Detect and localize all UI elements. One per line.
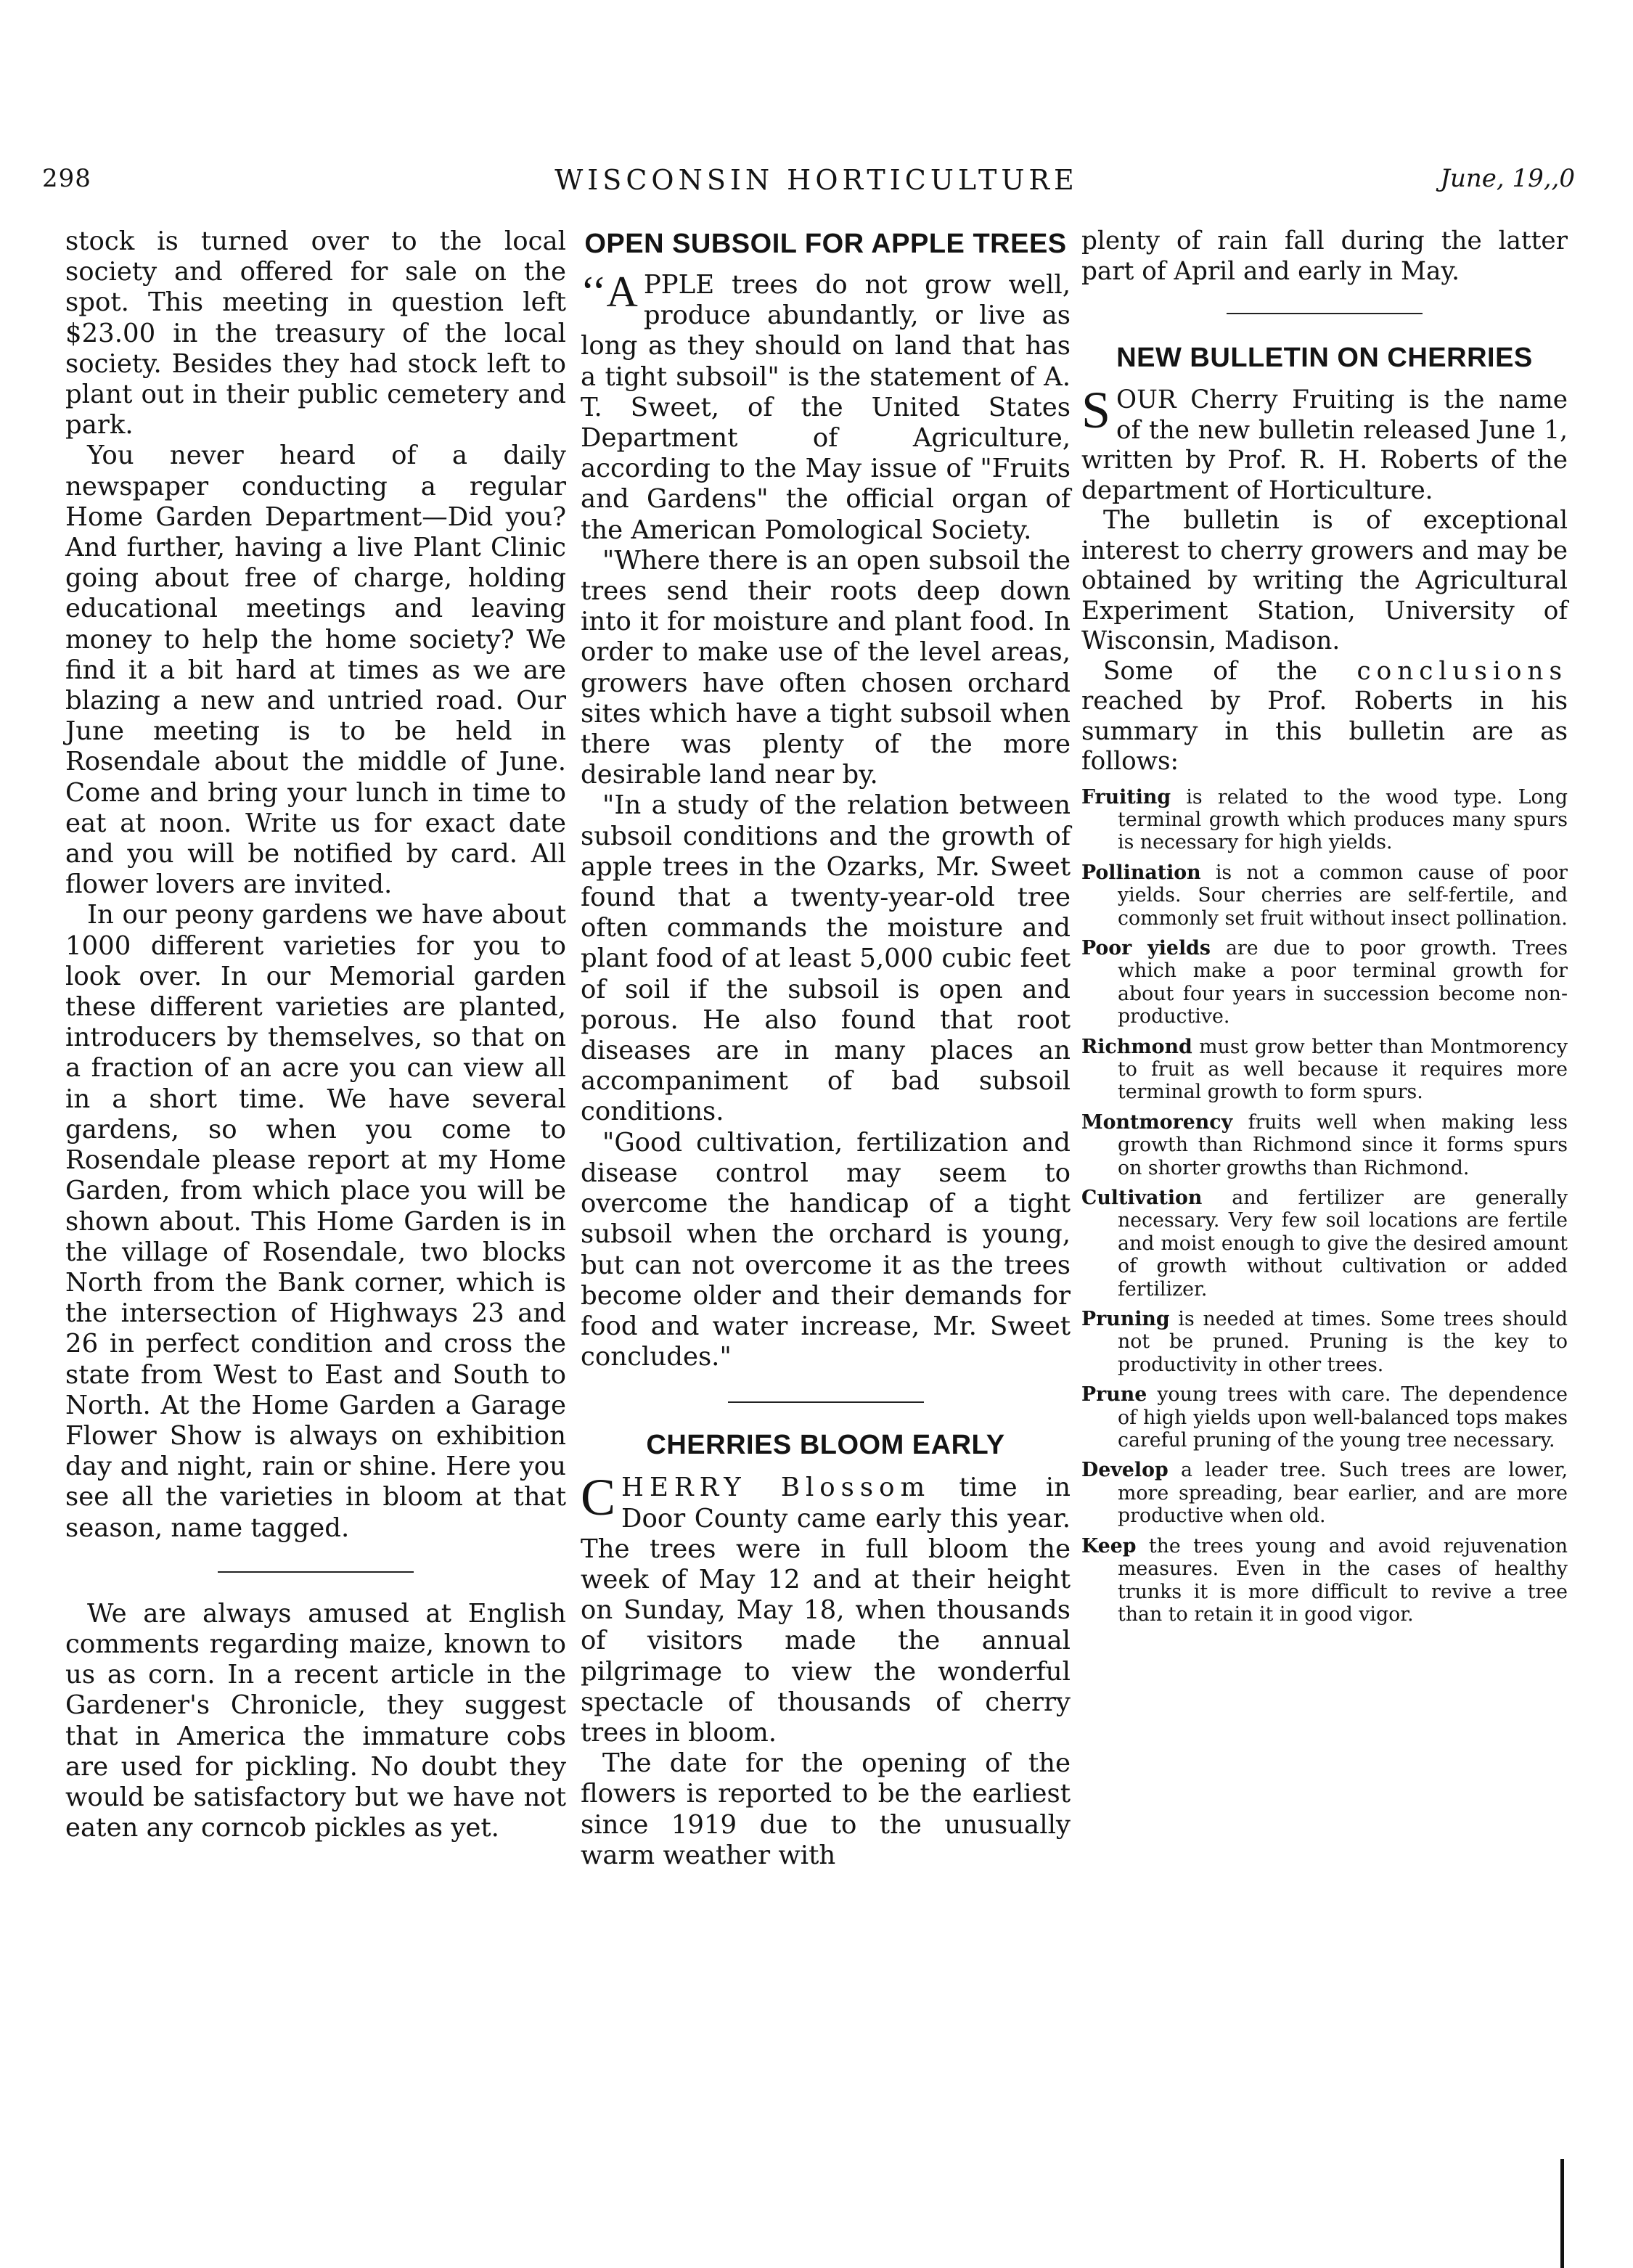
paragraph: "Where there is an open subsoil the trees send their roots deep down into it for moisture and plant food. In order to make use of the level areas, growers have often chosen orchard sites which have a tight subsoil when there was plenty of the more desirable land near by.: [581, 545, 1071, 790]
paragraph: [1081, 381, 1568, 506]
journal-title: WISCONSIN HORTICULTURE: [554, 164, 1079, 196]
section-divider: [218, 1571, 414, 1573]
conclusion-item: [1081, 1459, 1568, 1527]
conclusion-text: and fertilizer are generally necessary. Very few soil locations are fertile and moist enough to give the desired amount of growth without cultivation or added fertilizer.: [1118, 1187, 1568, 1301]
paragraph: stock is turned over to the local society and offered for sale on the spot. This meeting in question left $23.00 in the treasury of the local society. Besides they had stock left to plant out in their public cemetery and park.: [65, 226, 566, 441]
paragraph-text: PPLE trees do not grow well, produce abundantly, or live as long as they should on land that has a tight subsoil" is the statement of A. T. Sweet, of the United States Department of Agriculture, according to the May issue of "Fruits and Gardens" the official organ of the American Pomological Society.: [581, 270, 1071, 545]
conclusions-list: [1081, 786, 1568, 1626]
article-title-bloom: CHERRIES BLOOM EARLY: [646, 1430, 1005, 1461]
conclusion-term: Poor yields: [1081, 936, 1211, 959]
drop-cap: C: [581, 1468, 616, 1527]
conclusion-text: must grow better than Montmorency to fruit as well because it requires more terminal growth to form spurs.: [1118, 1035, 1568, 1104]
spaced-text: HERRY Blossom: [621, 1473, 931, 1503]
column-left: [65, 226, 566, 1843]
conclusion-term: Prune: [1081, 1383, 1147, 1407]
drop-cap: ‘‘A: [581, 268, 638, 316]
conclusion-text: a leader tree. Such trees are lower, more spreading, bear earlier, and are more productive when old.: [1118, 1459, 1568, 1528]
drop-cap: S: [1081, 381, 1111, 439]
conclusion-term: Fruiting: [1081, 785, 1171, 808]
paragraph: The date for the opening of the flowers is reported to be the earliest since 1919 due to the unusually warm weather with: [581, 1748, 1071, 1870]
paragraph: "In a study of the relation between subsoil conditions and the growth of apple trees in the Ozarks, Mr. Sweet found that a twenty-year-old tree often commands the moisture and plant food of at least 5,000 cubic feet of soil if the subsoil is open and porous. He also found that root diseases are in many places an accompaniment of bad subsoil conditions.: [581, 790, 1071, 1127]
conclusion-term: Pruning: [1081, 1308, 1170, 1331]
conclusion-item: [1081, 1111, 1568, 1179]
conclusion-text: are due to poor growth. Trees which make a poor terminal growth for about four years in succession become non-productive.: [1118, 936, 1568, 1028]
conclusion-term: Pollination: [1081, 861, 1201, 884]
scan-edge-mark: [1560, 2159, 1564, 2268]
paragraph-text: time in Door County came early this year. The trees were in full bloom the week of May 12 and at their height on Sunday, May 18, when thousands of visitors made the annual pilgrimage to view the wonderful spectacle of thousands of cherry trees in bloom.: [581, 1473, 1071, 1748]
paragraph: [581, 1468, 1071, 1748]
spaced-text: conclusions: [1356, 656, 1568, 686]
conclusion-item: [1081, 1036, 1568, 1104]
paragraph-text: Some of the: [1103, 656, 1357, 686]
conclusion-item: [1081, 1187, 1568, 1301]
conclusion-term: Develop: [1081, 1459, 1169, 1482]
conclusion-term: Keep: [1081, 1534, 1137, 1557]
conclusion-term: Cultivation: [1081, 1187, 1203, 1209]
paragraph: In our peony gardens we have about 1000 different varieties for you to look over. In our Memorial garden these different varieties are planted, introducers by themselves, so that on a fraction of an acre you can view all in a short time. We have several gardens, so when you come to Rosendale please report at my Home Garden, from which place you will be shown about. This Home Garden is in the village of Rosendale, two blocks North from the Bank corner, which is the intersection of Highways 23 and 26 in perfect condition and cross the state from West to East and South to North. At the Home Garden a Garage Flower Show is always on exhibition day and night, rain or shine. Here you see all the varieties in bloom at that season, name tagged.: [65, 900, 566, 1543]
conclusion-text: young trees with care. The dependence of high yields upon well-balanced tops makes careful pruning of the young tree necessary.: [1118, 1383, 1568, 1452]
conclusion-item: [1081, 786, 1568, 854]
article-title-subsoil: OPEN SUBSOIL FOR APPLE TREES: [584, 229, 1067, 259]
article-title-bulletin: NEW BULLETIN ON CHERRIES: [1116, 343, 1533, 373]
conclusion-term: Montmorency: [1081, 1110, 1233, 1134]
page-header: [0, 164, 1633, 208]
section-divider: [1227, 313, 1423, 314]
paragraph-text: reached by Prof. Roberts in his summary in this bulletin are as follows:: [1081, 687, 1568, 776]
conclusion-term: Richmond: [1081, 1035, 1192, 1058]
conclusion-item: [1081, 861, 1568, 930]
paragraph: We are always amused at English comments regarding maize, known to us as corn. In a recent article in the Gardener's Chronicle, they suggest that in America the immature cobs are used for pickling. No doubt they would be satisfactory but we have not eaten any corncob pickles as yet.: [65, 1598, 566, 1843]
paragraph: plenty of rain fall during the latter part of April and early in May.: [1081, 226, 1568, 286]
paragraph: [581, 270, 1071, 546]
paragraph: [1081, 657, 1568, 777]
conclusion-item: [1081, 937, 1568, 1028]
paragraph: You never heard of a daily newspaper conducting a regular Home Garden Department—Did you? And further, having a live Plant Clinic going about free of charge, holding educational meetings and leaving money to help the home society? We find it a bit hard at times as we are blazing a new and untried road. Our June meeting is to be held in Rosendale about the middle of June. Come and bring your lunch in time to eat at noon. Write us for exact date and you will be notified by card. All flower lovers are invited.: [65, 441, 566, 900]
conclusion-text: fruits well when making less growth than Richmond since it forms spurs on shorter growths than Richmond.: [1118, 1110, 1568, 1179]
section-divider: [728, 1401, 924, 1403]
conclusion-text: is needed at times. Some trees should not be pruned. Pruning is the key to productivity in other trees.: [1118, 1308, 1568, 1376]
paragraph-text: OUR Cherry Fruiting is the name of the new bulletin released June 1, written by Prof. R. H. Roberts of the department of Horticulture.: [1081, 385, 1568, 505]
paragraph: The bulletin is of exceptional interest to cherry growers and may be obtained by writing the Agricultural Experiment Station, University of Wisconsin, Madison.: [1081, 506, 1568, 655]
column-middle: [581, 226, 1071, 1871]
page-number: 298: [42, 164, 91, 193]
issue-date: June, 19,,0: [1440, 164, 1575, 193]
conclusion-item: [1081, 1383, 1568, 1452]
conclusion-text: the trees young and avoid rejuvenation measures. Even in the cases of healthy trunks it is more difficult to revive a tree than to retain it in good vigor.: [1118, 1534, 1568, 1626]
paragraph: "Good cultivation, fertilization and disease control may seem to overcome the handicap of a tight subsoil when the orchard is young, but can not overcome it as the trees become older and their demands for food and water increase, Mr. Sweet concludes.": [581, 1127, 1071, 1372]
column-right: [1081, 226, 1568, 1633]
conclusion-item: [1081, 1535, 1568, 1626]
conclusion-text: is related to the wood type. Long terminal growth which produces many spurs is necessary for high yields.: [1118, 785, 1568, 854]
conclusion-text: is not a common cause of poor yields. Sour cherries are self-fertile, and commonly set fruit without insect pollination.: [1118, 861, 1568, 930]
conclusion-item: [1081, 1308, 1568, 1376]
